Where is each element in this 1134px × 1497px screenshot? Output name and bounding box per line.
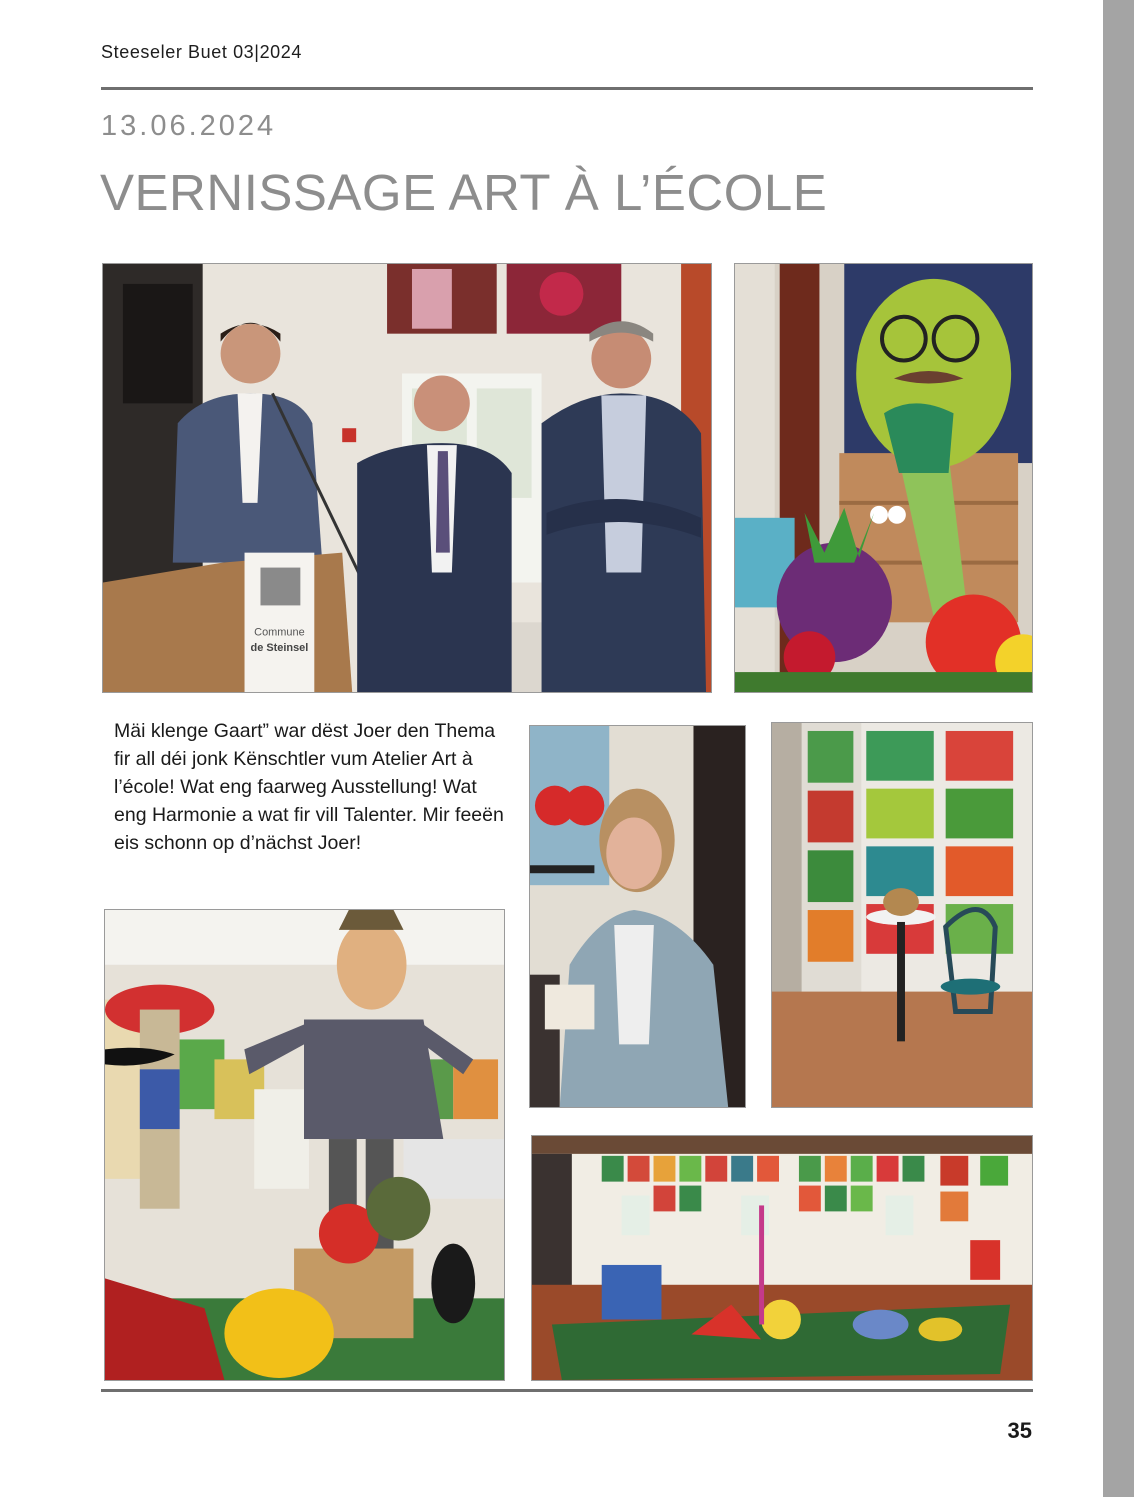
bottom-divider [101,1389,1033,1392]
photo-woman-reading [529,725,746,1108]
lectern-logo-line1: Commune [254,626,305,639]
photo-gallery-corner [771,722,1033,1108]
photo-vegetable-sculptures [734,263,1033,693]
top-divider [101,87,1033,90]
page-edge-bar [1103,0,1134,1497]
photo-speeches [102,263,712,693]
photo-exhibition-room [531,1135,1033,1381]
article-title: VERNISSAGE ART À L’ÉCOLE [100,164,828,221]
article-body: Mäi klenge Gaart” war dëst Joer den Thema fir all déi jonk Kënschtler vum Atelier Art à l’école! Wat eng faarweg Ausstellung! Wat eng Harmonie a wat fir vill Talenter. Mir feeën eis schonn op d’nächst Joer! [114,720,504,854]
photo-scarecrow-sculpture [104,909,505,1381]
article-date: 13.06.2024 [101,110,277,142]
lectern-logo-line2: de Steinsel [250,642,309,655]
publication-header: Steeseler Buet 03|2024 [101,42,303,62]
page-number: 35 [1007,1418,1032,1443]
